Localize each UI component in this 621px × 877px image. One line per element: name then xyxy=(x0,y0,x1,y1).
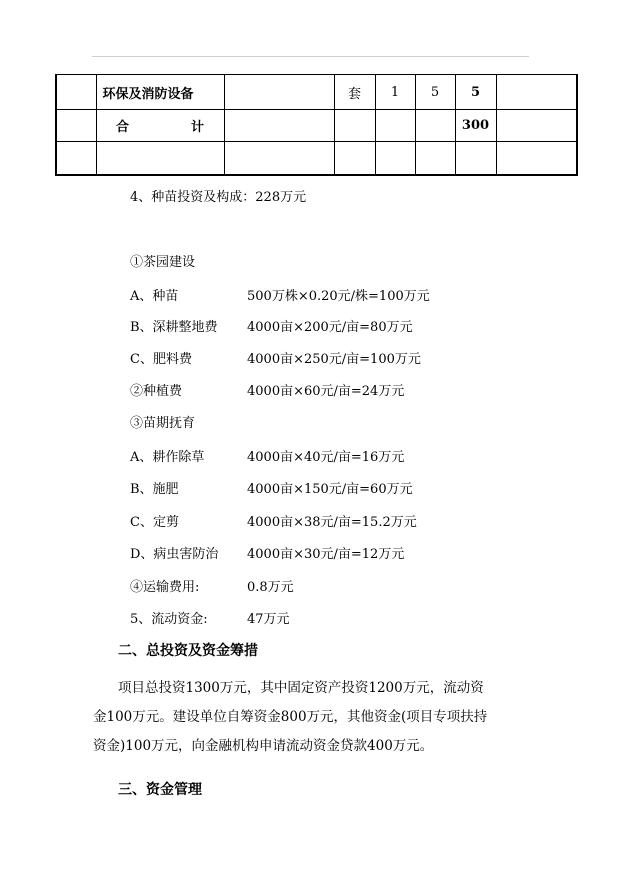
nursery-heading: ③苗期抚育 xyxy=(130,416,196,431)
table-cell-note xyxy=(496,110,577,142)
table-cell-price xyxy=(415,110,455,142)
total-label-left: 合 xyxy=(115,120,129,135)
cost-item-label: ④运输费用: xyxy=(130,580,200,595)
table-cell-spec xyxy=(224,110,334,142)
cost-item-label: D、病虫害防治 xyxy=(130,547,219,562)
working-capital-value: 47万元 xyxy=(247,612,290,627)
cost-item-value: 500万株×0.20元/株=100万元 xyxy=(247,289,430,304)
cost-item-label: A、耕作除草 xyxy=(130,450,205,465)
table-row xyxy=(56,142,577,175)
cost-item-value: 4000亩×250元/亩=100万元 xyxy=(247,352,421,367)
table-cell-note xyxy=(496,75,577,110)
table-cell-grand-total: 300 xyxy=(455,110,496,142)
table-cell-spec xyxy=(224,75,334,110)
working-capital-label: 5、流动资金: xyxy=(130,612,208,627)
cost-item-label: B、施肥 xyxy=(130,482,179,497)
total-label-right: 计 xyxy=(191,120,205,135)
table-cell-total-label xyxy=(96,110,224,142)
table-cell-price: 5 xyxy=(415,75,455,110)
cost-item-value: 4000亩×200元/亩=80万元 xyxy=(247,320,413,335)
paragraph-line: 金100万元。建设单位自筹资金800万元，其他资金(项目专项扶持 xyxy=(93,709,488,725)
cost-item-value: 0.8万元 xyxy=(247,580,294,595)
tea-garden-heading: ①茶园建设 xyxy=(130,255,196,270)
paragraph-line: 资金)100万元，向金融机构申请流动资金贷款400万元。 xyxy=(93,738,434,754)
cost-item-label: A、种苗 xyxy=(130,289,179,304)
table-cell-unit xyxy=(334,110,375,142)
table-cell-index xyxy=(56,110,96,142)
cost-item-value: 4000亩×60元/亩=24万元 xyxy=(247,384,405,399)
section-three-title: 三、资金管理 xyxy=(118,782,202,798)
table-cell-index xyxy=(56,75,96,110)
cost-item-value: 4000亩×30元/亩=12万元 xyxy=(247,547,405,562)
table-cell-qty xyxy=(375,110,415,142)
table-cell-item-name: 环保及消防设备 xyxy=(96,75,224,110)
cost-item-value: 4000亩×40元/亩=16万元 xyxy=(247,450,405,465)
cost-item-label: C、肥料费 xyxy=(130,352,192,367)
section-two-title: 二、总投资及资金筹措 xyxy=(118,643,258,659)
table-cell-total: 5 xyxy=(455,75,496,110)
paragraph-line: 项目总投资1300万元，其中固定资产投资1200万元，流动资 xyxy=(118,680,484,696)
cost-item-label: C、定剪 xyxy=(130,515,179,530)
cost-item-label: B、深耕整地费 xyxy=(130,320,218,335)
cost-item-value: 4000亩×150元/亩=60万元 xyxy=(247,482,413,497)
table-cell-qty: 1 xyxy=(375,75,415,110)
table-row xyxy=(56,75,577,110)
table-cell-unit: 套 xyxy=(334,75,375,110)
cost-item-label: ②种植费 xyxy=(130,384,183,399)
page-header-rule xyxy=(92,56,529,57)
cost-item-value: 4000亩×38元/亩=15.2万元 xyxy=(247,515,417,530)
table-row xyxy=(56,110,577,142)
equipment-table xyxy=(55,74,578,176)
seedling-investment-heading: 4、种苗投资及构成：228万元 xyxy=(130,190,307,205)
